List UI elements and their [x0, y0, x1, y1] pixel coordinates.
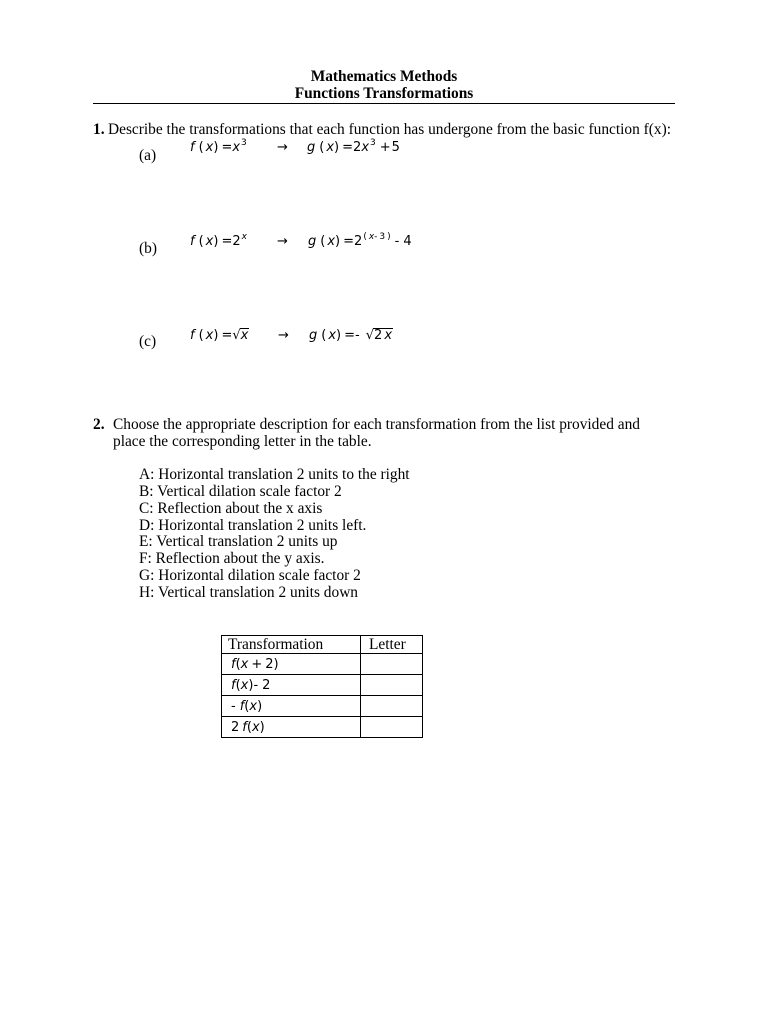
table-row — [222, 717, 423, 738]
worksheet-header — [93, 68, 675, 102]
base-x: x — [361, 140, 370, 155]
table-row — [222, 675, 423, 696]
table-row — [222, 654, 423, 675]
equation-f-c — [190, 327, 249, 344]
header-rule — [93, 103, 675, 104]
function-symbol: f — [242, 720, 247, 735]
option-item-c: C: Reflection about the x axis — [139, 499, 323, 517]
equals-sign: = — [221, 328, 233, 343]
open-paren: ( — [235, 657, 241, 672]
transformation-expression — [231, 677, 270, 694]
close-paren: ) — [336, 328, 342, 343]
variable-x: x — [368, 232, 375, 242]
variable-x: x — [205, 140, 214, 155]
coefficient: 2 — [374, 328, 383, 343]
answer-table — [221, 635, 423, 738]
open-paren: ( — [198, 234, 204, 249]
close-paren: ) — [334, 140, 340, 155]
base: 2 — [354, 234, 363, 249]
question-2-prompt-line-1: Choose the appropriate description for each transformation from the list provided and — [113, 416, 640, 433]
base: 2 — [232, 234, 241, 249]
close-paren: ) — [257, 699, 263, 714]
option-item-h: H: Vertical translation 2 units down — [139, 584, 358, 602]
option-item-d: D: Horizontal translation 2 units left. — [139, 516, 367, 534]
constant-term: 2 — [262, 678, 271, 693]
open-paren: ( — [321, 328, 327, 343]
option-item-a: A: Horizontal translation 2 units to the right — [139, 466, 410, 483]
question-2-number: 2. — [93, 416, 105, 433]
arrow-c: → — [278, 328, 289, 343]
exponent: 3 — [370, 138, 376, 148]
constant-term: 2 — [265, 657, 274, 672]
transformation-cell — [222, 654, 361, 675]
equation-f-a — [190, 139, 247, 158]
variable-x: x — [326, 140, 335, 155]
variable-x: x — [327, 234, 336, 249]
equals-sign: = — [344, 328, 356, 343]
column-header-letter: Letter — [361, 636, 423, 654]
close-paren: ) — [213, 140, 219, 155]
letter-cell — [361, 675, 423, 696]
minus-sign: - — [394, 234, 400, 249]
equation-g-b — [308, 233, 412, 252]
option-item-f: F: Reflection about the y axis. — [139, 550, 325, 568]
constant-term: 4 — [403, 234, 412, 249]
radical-sign: √ — [365, 328, 375, 343]
plus-sign: + — [379, 140, 391, 155]
variable-x: x — [328, 328, 337, 343]
minus-sign: - — [374, 232, 378, 242]
open-paren: ( — [198, 140, 204, 155]
variable-x: x — [240, 657, 249, 672]
options-list — [139, 467, 410, 602]
question-1-prompt: Describe the transformations that each function has undergone from the basic function f(x): — [108, 121, 671, 138]
close-paren: ) — [335, 234, 341, 249]
coefficient: 2 — [231, 720, 240, 735]
variable-x: x — [205, 234, 214, 249]
equation-g-a — [307, 139, 400, 158]
part-label-a: (a) — [139, 147, 157, 164]
exponent-group — [363, 229, 390, 246]
question-1-number: 1. — [93, 121, 105, 138]
table-header-row — [222, 636, 423, 654]
option-item-g: G: Horizontal dilation scale factor 2 — [139, 567, 361, 585]
function-symbol: f — [190, 328, 195, 343]
minus-sign: - — [253, 678, 259, 693]
close-paren: ) — [248, 678, 254, 693]
function-symbol: f — [190, 234, 195, 249]
open-paren: ( — [320, 234, 326, 249]
table-row — [222, 696, 423, 717]
open-paren: ( — [319, 140, 325, 155]
exponent-constant: 3 — [379, 232, 386, 242]
variable-x: x — [240, 328, 249, 343]
equation-g-c — [309, 327, 393, 344]
function-symbol: f — [231, 678, 236, 693]
close-paren: ) — [273, 657, 279, 672]
constant-term: 5 — [391, 140, 400, 155]
part-label-b: (b) — [139, 240, 157, 257]
option-item-b: B: Vertical dilation scale factor 2 — [139, 482, 342, 500]
open-paren: ( — [246, 720, 252, 735]
transformation-cell — [222, 675, 361, 696]
function-symbol: g — [309, 328, 318, 343]
exponent: 3 — [241, 138, 247, 148]
radicand — [240, 328, 250, 342]
open-paren: ( — [235, 678, 241, 693]
equals-sign: = — [343, 234, 355, 249]
transformation-expression — [231, 719, 265, 736]
variable-x: x — [251, 720, 260, 735]
variable-x: x — [240, 678, 249, 693]
equals-sign: = — [221, 140, 233, 155]
close-paren: ) — [213, 234, 219, 249]
close-paren: ) — [213, 328, 219, 343]
question-2-prompt-line-2: place the corresponding letter in the table. — [113, 433, 372, 450]
equals-sign: = — [221, 234, 233, 249]
letter-cell — [361, 717, 423, 738]
open-paren: ( — [363, 232, 367, 242]
option-item-e: E: Vertical translation 2 units up — [139, 533, 338, 551]
function-symbol: f — [190, 140, 195, 155]
transformation-expression — [231, 656, 279, 673]
variable-x: x — [249, 699, 258, 714]
transformation-cell — [222, 717, 361, 738]
worksheet-title: Mathematics Methods — [310, 68, 458, 85]
transformation-expression — [231, 698, 262, 715]
radicand — [373, 328, 393, 342]
minus-sign: - — [231, 699, 236, 714]
letter-cell — [361, 696, 423, 717]
letter-cell — [361, 654, 423, 675]
close-paren: ) — [387, 232, 391, 242]
plus-sign: + — [251, 657, 263, 672]
function-symbol: g — [308, 234, 317, 249]
open-paren: ( — [244, 699, 250, 714]
function-symbol: g — [307, 140, 316, 155]
arrow-a: → — [277, 140, 288, 155]
part-label-c: (c) — [139, 333, 157, 350]
open-paren: ( — [198, 328, 204, 343]
function-symbol: f — [239, 699, 245, 714]
column-header-transformation: Transformation — [222, 636, 361, 654]
function-symbol: f — [231, 657, 236, 672]
radical-sign: √ — [232, 328, 241, 343]
transformation-cell — [222, 696, 361, 717]
close-paren: ) — [259, 720, 265, 735]
variable-x: x — [384, 328, 393, 343]
equation-f-b — [190, 233, 247, 252]
arrow-b: → — [277, 234, 288, 249]
base-x: x — [232, 140, 241, 155]
worksheet-subtitle: Functions Transformations — [294, 85, 474, 102]
variable-x: x — [205, 328, 214, 343]
coefficient: 2 — [353, 140, 362, 155]
equals-sign: = — [342, 140, 354, 155]
exponent: x — [241, 232, 247, 242]
minus-sign: - — [355, 328, 360, 343]
